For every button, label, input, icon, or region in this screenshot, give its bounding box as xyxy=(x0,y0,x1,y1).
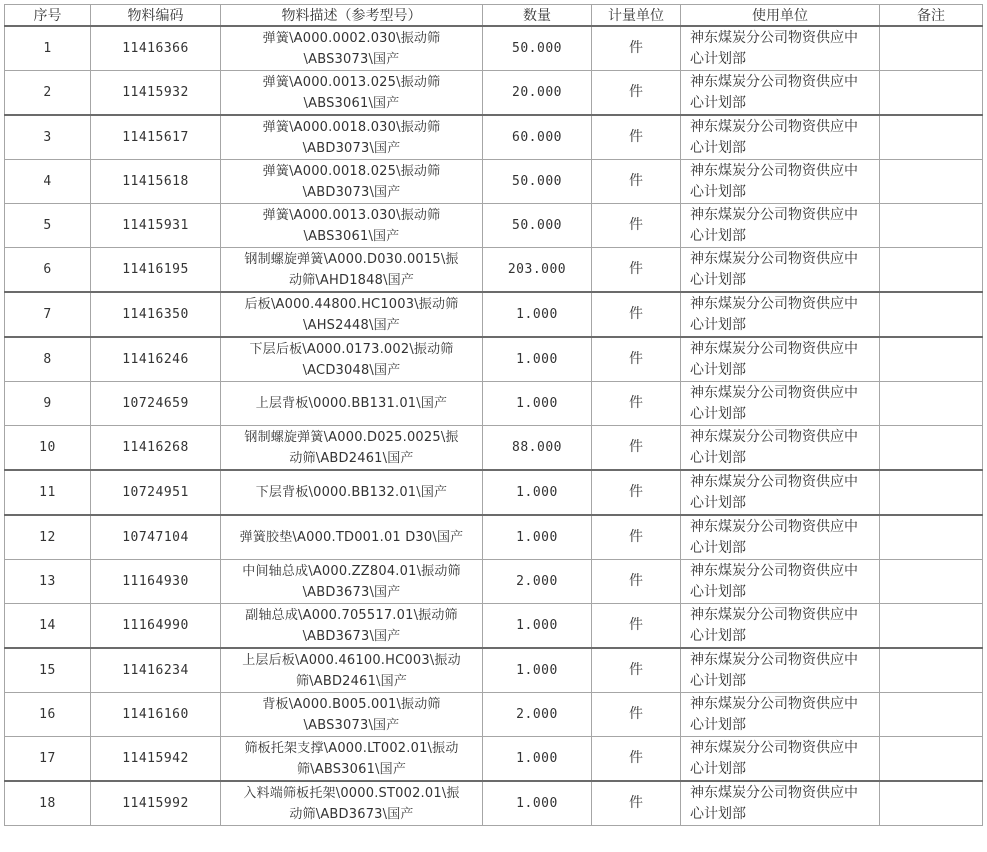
department-line: 心计划部 xyxy=(690,627,746,644)
quantity-cell: 1.000 xyxy=(483,737,592,782)
quantity-cell: 50.000 xyxy=(483,160,592,204)
remarks-cell xyxy=(880,426,983,471)
description-line: 上层后板\A000.46100.HC003\振动 xyxy=(242,652,461,668)
department-line: 神东煤炭分公司物资供应中 xyxy=(690,651,858,668)
table-row xyxy=(5,560,983,604)
table-row xyxy=(5,204,983,248)
unit-cell: 件 xyxy=(592,71,681,116)
header-material-code: 物料编码 xyxy=(91,5,221,27)
material-code-cell: 11415618 xyxy=(91,160,221,204)
department-cell xyxy=(681,248,880,293)
department-line: 心计划部 xyxy=(690,361,746,378)
quantity-cell: 88.000 xyxy=(483,426,592,471)
department-cell xyxy=(681,71,880,116)
unit-cell: 件 xyxy=(592,26,681,71)
department-line: 心计划部 xyxy=(690,227,746,244)
quantity-cell: 1.000 xyxy=(483,292,592,337)
quantity-cell: 50.000 xyxy=(483,26,592,71)
header-department: 使用单位 xyxy=(681,5,880,27)
unit-cell: 件 xyxy=(592,426,681,471)
description-line: 弹簧\A000.0018.030\振动筛 xyxy=(262,119,441,135)
description-line: 动筛\AHD1848\国产 xyxy=(288,272,415,288)
department-line: 神东煤炭分公司物资供应中 xyxy=(690,206,858,223)
department-line: 神东煤炭分公司物资供应中 xyxy=(690,606,858,623)
material-description-cell xyxy=(221,71,483,116)
material-description-cell xyxy=(221,470,483,515)
serial-cell: 12 xyxy=(5,515,91,560)
unit-cell: 件 xyxy=(592,115,681,160)
department-line: 神东煤炭分公司物资供应中 xyxy=(690,118,858,135)
department-line: 神东煤炭分公司物资供应中 xyxy=(690,73,858,90)
table-row xyxy=(5,515,983,560)
department-cell xyxy=(681,781,880,826)
serial-cell: 7 xyxy=(5,292,91,337)
unit-cell: 件 xyxy=(592,248,681,293)
table-row xyxy=(5,470,983,515)
department-line: 神东煤炭分公司物资供应中 xyxy=(690,29,858,46)
quantity-cell: 1.000 xyxy=(483,470,592,515)
department-cell xyxy=(681,737,880,782)
department-line: 神东煤炭分公司物资供应中 xyxy=(690,518,858,535)
material-description-cell xyxy=(221,560,483,604)
material-description-cell xyxy=(221,26,483,71)
remarks-cell xyxy=(880,204,983,248)
department-line: 心计划部 xyxy=(690,805,746,822)
material-description-cell xyxy=(221,115,483,160)
department-cell xyxy=(681,426,880,471)
department-cell xyxy=(681,693,880,737)
header-unit: 计量单位 xyxy=(592,5,681,27)
serial-cell: 4 xyxy=(5,160,91,204)
serial-cell: 17 xyxy=(5,737,91,782)
serial-cell: 14 xyxy=(5,604,91,649)
department-line: 神东煤炭分公司物资供应中 xyxy=(690,384,858,401)
department-line: 神东煤炭分公司物资供应中 xyxy=(690,562,858,579)
department-line: 心计划部 xyxy=(690,271,746,288)
material-description-cell xyxy=(221,604,483,649)
department-line: 神东煤炭分公司物资供应中 xyxy=(690,340,858,357)
department-line: 神东煤炭分公司物资供应中 xyxy=(690,250,858,267)
remarks-cell xyxy=(880,71,983,116)
department-cell xyxy=(681,560,880,604)
material-description-cell xyxy=(221,515,483,560)
department-cell xyxy=(681,470,880,515)
description-line: \ACD3048\国产 xyxy=(302,362,401,378)
description-line: \AHS2448\国产 xyxy=(303,317,400,333)
department-line: 心计划部 xyxy=(690,94,746,111)
table-row xyxy=(5,26,983,71)
unit-cell: 件 xyxy=(592,337,681,382)
unit-cell: 件 xyxy=(592,604,681,649)
remarks-cell xyxy=(880,560,983,604)
material-code-cell: 11416234 xyxy=(91,648,221,693)
department-line: 神东煤炭分公司物资供应中 xyxy=(690,295,858,312)
description-line: 下层后板\A000.0173.002\振动筛 xyxy=(249,341,454,357)
unit-cell: 件 xyxy=(592,160,681,204)
remarks-cell xyxy=(880,26,983,71)
header-remarks: 备注 xyxy=(880,5,983,27)
description-line: \ABS3061\国产 xyxy=(303,95,400,111)
description-line: 后板\A000.44800.HC1003\振动筛 xyxy=(244,296,459,312)
material-description-cell xyxy=(221,337,483,382)
quantity-cell: 2.000 xyxy=(483,693,592,737)
material-code-cell: 10747104 xyxy=(91,515,221,560)
remarks-cell xyxy=(880,160,983,204)
table-row xyxy=(5,604,983,649)
table-row xyxy=(5,160,983,204)
quantity-cell: 60.000 xyxy=(483,115,592,160)
department-line: 心计划部 xyxy=(690,672,746,689)
description-line: 背板\A000.B005.001\振动筛 xyxy=(262,696,441,712)
remarks-cell xyxy=(880,382,983,426)
department-line: 心计划部 xyxy=(690,50,746,67)
remarks-cell xyxy=(880,648,983,693)
description-line: 筛\ABS3061\国产 xyxy=(296,761,407,777)
unit-cell: 件 xyxy=(592,204,681,248)
header-quantity: 数量 xyxy=(483,5,592,27)
unit-cell: 件 xyxy=(592,737,681,782)
material-description-cell xyxy=(221,382,483,426)
remarks-cell xyxy=(880,604,983,649)
material-code-cell: 10724951 xyxy=(91,470,221,515)
description-line: \ABD3673\国产 xyxy=(302,584,401,600)
description-line: 钢制螺旋弹簧\A000.D025.0025\振 xyxy=(244,429,459,445)
description-line: 弹簧\A000.0018.025\振动筛 xyxy=(262,163,441,179)
table-body xyxy=(5,26,983,826)
quantity-cell: 203.000 xyxy=(483,248,592,293)
table-row xyxy=(5,382,983,426)
description-line: 动筛\ABD3673\国产 xyxy=(289,806,414,822)
description-line: 副轴总成\A000.705517.01\振动筛 xyxy=(245,607,458,623)
quantity-cell: 2.000 xyxy=(483,560,592,604)
remarks-cell xyxy=(880,737,983,782)
quantity-cell: 50.000 xyxy=(483,204,592,248)
unit-cell: 件 xyxy=(592,781,681,826)
department-line: 心计划部 xyxy=(690,183,746,200)
description-line: \ABS3073\国产 xyxy=(303,717,400,733)
department-cell xyxy=(681,604,880,649)
department-line: 神东煤炭分公司物资供应中 xyxy=(690,428,858,445)
department-line: 心计划部 xyxy=(690,449,746,466)
department-cell xyxy=(681,648,880,693)
department-cell xyxy=(681,382,880,426)
serial-cell: 2 xyxy=(5,71,91,116)
material-description-cell xyxy=(221,648,483,693)
material-code-cell: 11415931 xyxy=(91,204,221,248)
quantity-cell: 1.000 xyxy=(483,648,592,693)
material-description-cell xyxy=(221,693,483,737)
remarks-cell xyxy=(880,470,983,515)
department-line: 心计划部 xyxy=(690,139,746,156)
department-cell xyxy=(681,292,880,337)
header-serial: 序号 xyxy=(5,5,91,27)
unit-cell: 件 xyxy=(592,693,681,737)
description-line: 弹簧\A000.0002.030\振动筛 xyxy=(262,30,441,46)
description-line: 弹簧胶垫\A000.TD001.01 D30\国产 xyxy=(239,530,464,545)
department-line: 神东煤炭分公司物资供应中 xyxy=(690,695,858,712)
table-row xyxy=(5,426,983,471)
material-code-cell: 11415942 xyxy=(91,737,221,782)
remarks-cell xyxy=(880,115,983,160)
serial-cell: 3 xyxy=(5,115,91,160)
material-table-container xyxy=(4,4,983,826)
material-description-cell xyxy=(221,248,483,293)
description-line: \ABS3061\国产 xyxy=(303,228,400,244)
remarks-cell xyxy=(880,248,983,293)
remarks-cell xyxy=(880,781,983,826)
remarks-cell xyxy=(880,693,983,737)
material-code-cell: 11416195 xyxy=(91,248,221,293)
department-line: 心计划部 xyxy=(690,583,746,600)
unit-cell: 件 xyxy=(592,648,681,693)
table-row xyxy=(5,693,983,737)
table-row xyxy=(5,71,983,116)
header-material-description: 物料描述（参考型号） xyxy=(221,5,483,27)
description-line: 入料端筛板托架\0000.ST002.01\振 xyxy=(243,785,460,801)
material-code-cell: 10724659 xyxy=(91,382,221,426)
material-code-cell: 11415992 xyxy=(91,781,221,826)
description-line: \ABD3073\国产 xyxy=(302,184,401,200)
department-line: 心计划部 xyxy=(690,494,746,511)
department-cell xyxy=(681,160,880,204)
description-line: \ABD3673\国产 xyxy=(302,628,401,644)
material-description-cell xyxy=(221,204,483,248)
description-line: 钢制螺旋弹簧\A000.D030.0015\振 xyxy=(244,251,459,267)
material-code-cell: 11416366 xyxy=(91,26,221,71)
department-line: 心计划部 xyxy=(690,405,746,422)
serial-cell: 15 xyxy=(5,648,91,693)
table-row xyxy=(5,648,983,693)
remarks-cell xyxy=(880,515,983,560)
serial-cell: 13 xyxy=(5,560,91,604)
serial-cell: 16 xyxy=(5,693,91,737)
serial-cell: 18 xyxy=(5,781,91,826)
remarks-cell xyxy=(880,337,983,382)
description-line: 下层背板\0000.BB132.01\国产 xyxy=(255,485,448,500)
quantity-cell: 20.000 xyxy=(483,71,592,116)
department-line: 神东煤炭分公司物资供应中 xyxy=(690,162,858,179)
department-line: 心计划部 xyxy=(690,539,746,556)
table-row xyxy=(5,115,983,160)
serial-cell: 1 xyxy=(5,26,91,71)
material-code-cell: 11416350 xyxy=(91,292,221,337)
material-code-cell: 11416268 xyxy=(91,426,221,471)
quantity-cell: 1.000 xyxy=(483,781,592,826)
description-line: \ABD3073\国产 xyxy=(302,140,401,156)
quantity-cell: 1.000 xyxy=(483,515,592,560)
material-description-cell xyxy=(221,160,483,204)
material-description-cell xyxy=(221,426,483,471)
material-code-cell: 11416160 xyxy=(91,693,221,737)
table-row xyxy=(5,248,983,293)
table-row xyxy=(5,781,983,826)
material-code-cell: 11164990 xyxy=(91,604,221,649)
table-row xyxy=(5,292,983,337)
serial-cell: 10 xyxy=(5,426,91,471)
unit-cell: 件 xyxy=(592,470,681,515)
unit-cell: 件 xyxy=(592,515,681,560)
description-line: 筛板托架支撑\A000.LT002.01\振动 xyxy=(244,740,459,756)
department-cell xyxy=(681,204,880,248)
description-line: \ABS3073\国产 xyxy=(303,51,400,67)
description-line: 弹簧\A000.0013.030\振动筛 xyxy=(262,207,441,223)
serial-cell: 5 xyxy=(5,204,91,248)
unit-cell: 件 xyxy=(592,560,681,604)
department-line: 神东煤炭分公司物资供应中 xyxy=(690,473,858,490)
unit-cell: 件 xyxy=(592,292,681,337)
department-line: 心计划部 xyxy=(690,716,746,733)
department-cell xyxy=(681,26,880,71)
serial-cell: 11 xyxy=(5,470,91,515)
department-cell xyxy=(681,115,880,160)
serial-cell: 6 xyxy=(5,248,91,293)
department-line: 神东煤炭分公司物资供应中 xyxy=(690,784,858,801)
remarks-cell xyxy=(880,292,983,337)
header-row xyxy=(5,5,983,27)
department-cell xyxy=(681,337,880,382)
material-code-cell: 11416246 xyxy=(91,337,221,382)
table-row xyxy=(5,737,983,782)
description-line: 动筛\ABD2461\国产 xyxy=(289,450,414,466)
material-code-cell: 11164930 xyxy=(91,560,221,604)
table-row xyxy=(5,337,983,382)
department-line: 神东煤炭分公司物资供应中 xyxy=(690,739,858,756)
material-table xyxy=(4,4,983,826)
material-description-cell xyxy=(221,737,483,782)
quantity-cell: 1.000 xyxy=(483,604,592,649)
material-code-cell: 11415932 xyxy=(91,71,221,116)
serial-cell: 8 xyxy=(5,337,91,382)
material-description-cell xyxy=(221,781,483,826)
department-line: 心计划部 xyxy=(690,316,746,333)
quantity-cell: 1.000 xyxy=(483,337,592,382)
material-code-cell: 11415617 xyxy=(91,115,221,160)
description-line: 筛\ABD2461\国产 xyxy=(295,673,408,689)
description-line: 中间轴总成\A000.ZZ804.01\振动筛 xyxy=(242,563,461,579)
description-line: 弹簧\A000.0013.025\振动筛 xyxy=(262,74,441,90)
department-cell xyxy=(681,515,880,560)
unit-cell: 件 xyxy=(592,382,681,426)
department-line: 心计划部 xyxy=(690,760,746,777)
description-line: 上层背板\0000.BB131.01\国产 xyxy=(255,396,448,411)
material-description-cell xyxy=(221,292,483,337)
serial-cell: 9 xyxy=(5,382,91,426)
quantity-cell: 1.000 xyxy=(483,382,592,426)
